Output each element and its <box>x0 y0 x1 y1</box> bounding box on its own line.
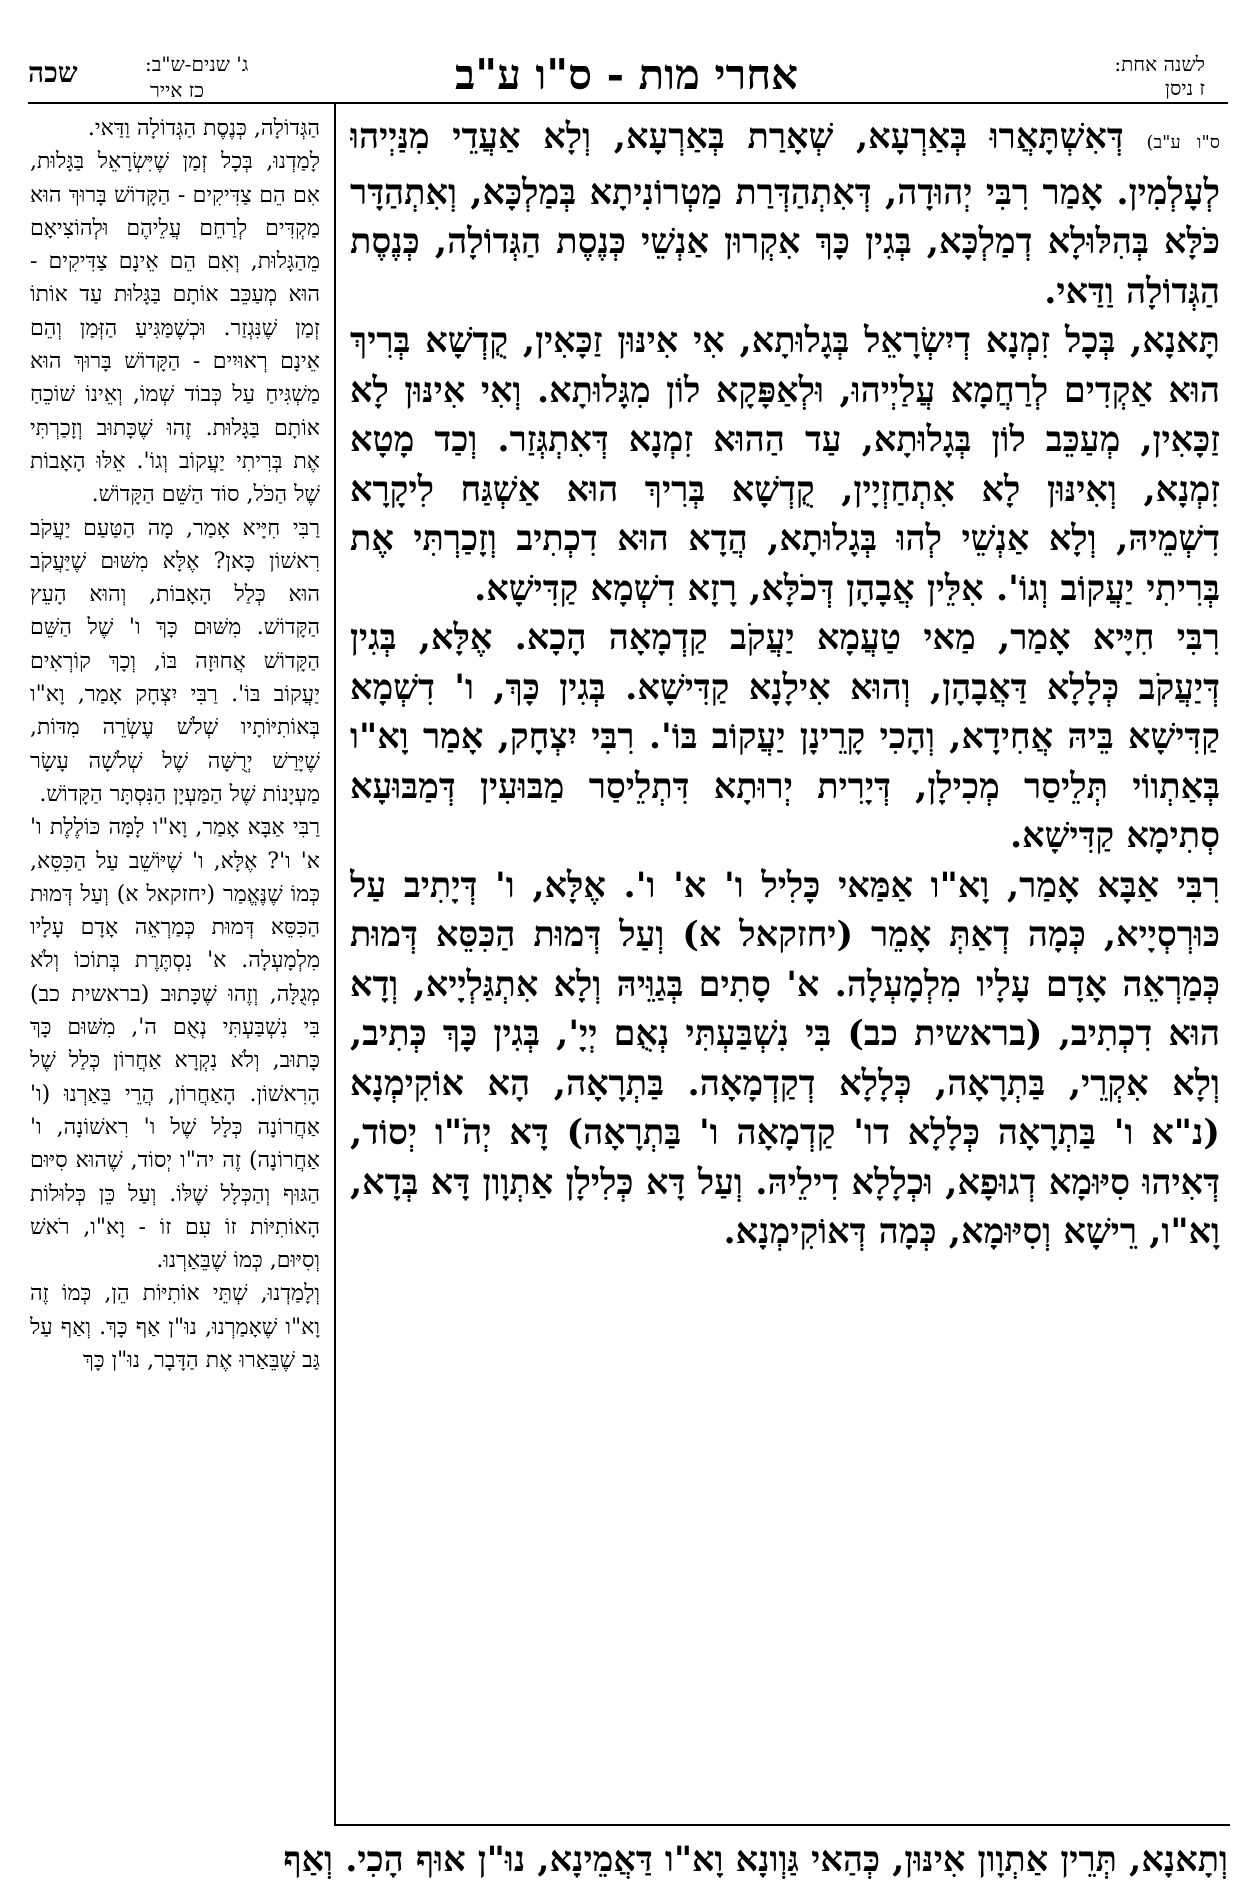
commentary-paragraph: הַגְּדוֹלָה, כְּנֶסֶת הַגְּדוֹלָה וַדַּאי. <box>87 116 320 141</box>
page-title: אחרי מות - ס"ו ע"ב <box>454 50 799 99</box>
main-paragraph: תָּאנָא, בְּכָל זִמְנָא דְיִשְׂרָאֵל בְּגָלוּתָא, אִי אִינּוּן זַכָּאִין, קֻדְשָׁא בְּרִיךְ הוּא אַקְדִים לְרַחֲמָא עֲלַיְיהוּ, וּלְאַפָּקָא לוֹן מִגָּלוּתָא. וְאִי אִינּוּן לָא זַכָּאִין, מְעַכֵּב לוֹן בְּגָלוּתָא, עַד הַהוּא זִמְנָא דְּאִתְגְּזַר. וְכַד מָטָא זִמְנָא, וְאִינּוּן לָא אִתְחַזְיָין, קֻדְשָׁא בְּרִיךְ הוּא אַשְׁגַּח לִיקָרָא דִשְׁמֵיהּ, וְלָא אַנְשֵׁי לְהוּ בְּגָלוּתָא, הֲדָא הוּא דִכְתִיב וְזָכַרְתִּי אֶת בְּרִיתִי יַעֲקוֹב וְגוֹ'. אִלֵּין אֲבָהָן דְּכֹלָּא, רָזָא דִשְׁמָא קַדִּישָׁא. <box>350 320 1220 609</box>
header-divider <box>28 102 1228 104</box>
commentary-paragraph: לָמַדְנוּ, בְּכָל זְמַן שֶׁיִּשְׂרָאֵל בַּגָּלוּת, אִם הֵם צַדִּיקִים - הַקָּדוֹשׁ בָּרוּךְ הוּא מַקְדִּים לְרַחֵם עֲלֵיהֶם וּלְהוֹצִיאָם מֵהַגָּלוּת, וְאִם הֵם אֵינָם צַדִּיקִים - הוּא מְעַכֵּב אוֹתָם בַּגָּלוּת עַד אוֹתוֹ זְמַן שֶׁנִּגְזַר. וּכְשֶׁמַּגִּיעַ הַזְּמַן וְהֵם אֵינָם רְאוּיִים - הַקָּדוֹשׁ בָּרוּךְ הוּא מַשְׁגִּיחַ עַל כְּבוֹד שְׁמוֹ, וְאֵינוֹ שׁוֹכֵחַ אוֹתָם בַּגָּלוּת. זֶהוּ שֶׁכָּתוּב וְזָכַרְתִּי אֶת בְּרִיתִי יַעֲקוֹב וְגוֹ'. אֵלּוּ הָאָבוֹת שֶׁל הַכֹּל, סוֹד הַשֵּׁם הַקָּדוֹשׁ. <box>30 149 320 508</box>
footer-divider <box>334 1824 1230 1826</box>
commentary-paragraph: רַבִּי אַבָּא אָמַר, וָא"ו לָמָּה כּוֹלֶלֶת ו' א' ו'? אֶלָּא, ו' שֶׁיּוֹשֵׁב עַל הַכִּסֵּא, כְּמוֹ שֶׁנֶּאֱמַר (יחזקאל א) וְעַל דְּמוּת הַכִּסֵּא דְּמוּת כְּמַרְאֵה אָדָם עָלָיו מִלְמָעְלָה. א' נִסְתֶּרֶת בְּתוֹכוֹ וְלֹא מְגֻלָּה, וְזֶהוּ שֶׁכָּתוּב (בראשית כב) בִּי נִשְׁבַּעְתִּי נְאֻם ה', מִשּׁוּם כָּךְ כָּתוּב, וְלֹא נִקְרָא אַחֲרוֹן כְּלַל שֶׁל הָרִאשׁוֹן. הָאַחֲרוֹן, הֲרֵי בֵּאַרְנוּ (ו' אַחֲרוֹנָה כְּלָל שֶׁל ו' רִאשׁוֹנָה, ו' אַחֲרוֹנָה) זֶה יה"ו יְסוֹד, שֶׁהוּא סִיּוּם הַגּוּף וְהַכְּלָל שֶׁלּוֹ. וְעַל כֵּן כְּלוּלוֹת הָאוֹתִיּוֹת זוֹ עִם זוֹ - וָא"ו, רֹאשׁ וְסִיּוּם, כְּמוֹ שֶׁבֵּאַרְנוּ. <box>30 815 320 1274</box>
study-schedule-one-year: לשנה אחת: <box>1114 52 1205 76</box>
commentary-column <box>30 112 320 1817</box>
main-paragraph: רִבִּי אַבָּא אָמַר, וָא"ו אַמַּאי כָּלִיל ו' א' ו'. אֶלָּא, ו' דְּיָתִיב עַל כּוּרְסְיָיא, כְּמָה דְאַתְּ אָמֵר (יחזקאל א) וְעַל דְּמוּת הַכִּסֵּא דְּמוּת כְּמַרְאֵה אָדָם עָלָיו מִלְמָעְלָה. א' סָתִים בְּגַוֵּיהּ וְלָא אִתְגַּלְיָיא, וְדָא הוּא דִכְתִיב, (בראשית כב) בִּי נִשְׁבַּעְתִּי נְאֻם יְיָ', בְּגִין כָּךְ כְּתִיב, וְלָא אִקְרֵי, בַּתְרָאָה, כְּלָלָא דְקַדְמָאָה. בַּתְרָאָה, הָא אוֹקִימְנָא (נ"א ו' בַּתְרָאָה כְּלָלָא דו' קַדְמָאָה ו' בַּתְרָאָה) דָּא יְהֹ"ו יְסוֹד, דְּאִיהוּ סִיּוּמָא דְגוּפָא, וּכְלָלָא דִילֵיהּ. וְעַל דָּא כְּלִילָן אַתְוָון דָּא בְּדָא, וָא"ו, רֵישָׁא וְסִיּוּמָא, כְּמָה דְּאוֹקִימְנָא. <box>350 864 1220 1252</box>
date-one-year: ז ניסן <box>1164 76 1205 100</box>
footer-line: וְתָאנָא, תְּרֵין אַתְוָון אִינּוּן, כְּהַאי גַּוְונָא וָא"ו דַּאֲמֵינָא, נוּ"ן אוּף הָכִי. וְאַף <box>283 1839 1228 1880</box>
main-paragraph: רִבִּי חִיָּיא אָמַר, מַאי טַעֲמָא יַעֲקֹב קַדְמָאָה הָכָא. אֶלָּא, בְּגִין דְּיַעֲקֹב כְּלָלָא דַּאֲבָהָן, וְהוּא אִילָנָא קַדִּישָׁא. בְּגִין כָּךְ, ו' דִשְׁמָא קַדִּישָׁא בֵּיהּ אֲחִידָא, וְהָכִי קָרֵינָן יַעֲקוֹב בּוֹ'. רִבִּי יִצְחָק, אָמַר וָא"ו בְּאַתְווֹי תְּלֵיסַר מְכִילָן, דְּיָרִית יְרוּתָא דִּתְלֵיסַר מַבּוּעִין דְּמַבּוּעָא סְתִימָא קַדִּישָׁא. <box>350 617 1220 856</box>
page-header <box>0 0 1253 100</box>
column-divider <box>334 102 336 1824</box>
commentary-paragraph: רַבִּי חִיָּיא אָמַר, מָה הַטַּעַם יַעֲקֹב רִאשׁוֹן כָּאן? אֶלָּא מִשּׁוּם שֶׁיַּעֲקֹב הוּא כְּלַל הָאָבוֹת, וְהוּא הָעֵץ הַקָּדוֹשׁ. מִשּׁוּם כָּךְ ו' שֶׁל הַשֵּׁם הַקָּדוֹשׁ אֲחוּזָה בּוֹ, וְכָךְ קוֹרְאִים יַעֲקוֹב בּוֹ'. רַבִּי יִצְחָק אָמַר, וָא"ו בְּאוֹתִיּוֹתָיו שְׁלֹשׁ עֶשְׂרֵה מִדּוֹת, שֶׁיָּרַשׁ יְרֻשָּׁה שֶׁל שְׁלֹשָׁה עָשָׂר מַעְיָנוֹת שֶׁל הַמַּעְיָן הַנִּסְתָּר הַקָּדוֹשׁ. <box>30 515 320 807</box>
study-schedule-three-years: ג' שנים-ש"ב: <box>145 52 249 76</box>
folio-marker: ס"ו ע"ב) <box>1146 132 1220 153</box>
commentary-paragraph: וְלָמַדְנוּ, שְׁתֵּי אוֹתִיּוֹת הֵן, כְּמוֹ זֶה וָא"ו שֶׁאָמַרְנוּ, נוּ"ן אַף כָּךְ. וְאַף עַל גַּב שֶׁבֵּאַרוּ אֶת הַדָּבָר, נוּ"ן כָּךְ <box>30 1281 320 1373</box>
main-text-column <box>350 112 1220 1817</box>
page-number: שכה <box>28 56 78 89</box>
date-three-years: כז אייר <box>150 78 205 102</box>
main-paragraph: ס"ו ע"ב) דְּאִשְׁתָּאֲרוּ בְּאַרְעָא, שְׁאָרַת בְּאַרְעָא, וְלָא אַעֲדֵי מִנַּיְיהוּ לְעָלְמִין. אָמַר רִבִּי יְהוּדָה, דְּאִתְהַדְּרַת מַטְרוֹנִיתָא בְּמַלְכָּא, וְאִתְהַדָּר כֹּלָּא בְּהִלּוּלָא דְמַלְכָּא, בְּגִין כָּךְ אִקְרוּן אַנְשֵׁי כְּנֶסֶת הַגְּדוֹלָה, כְּנֶסֶת הַגְּדוֹלָה וַדַּאי. <box>350 116 1220 312</box>
